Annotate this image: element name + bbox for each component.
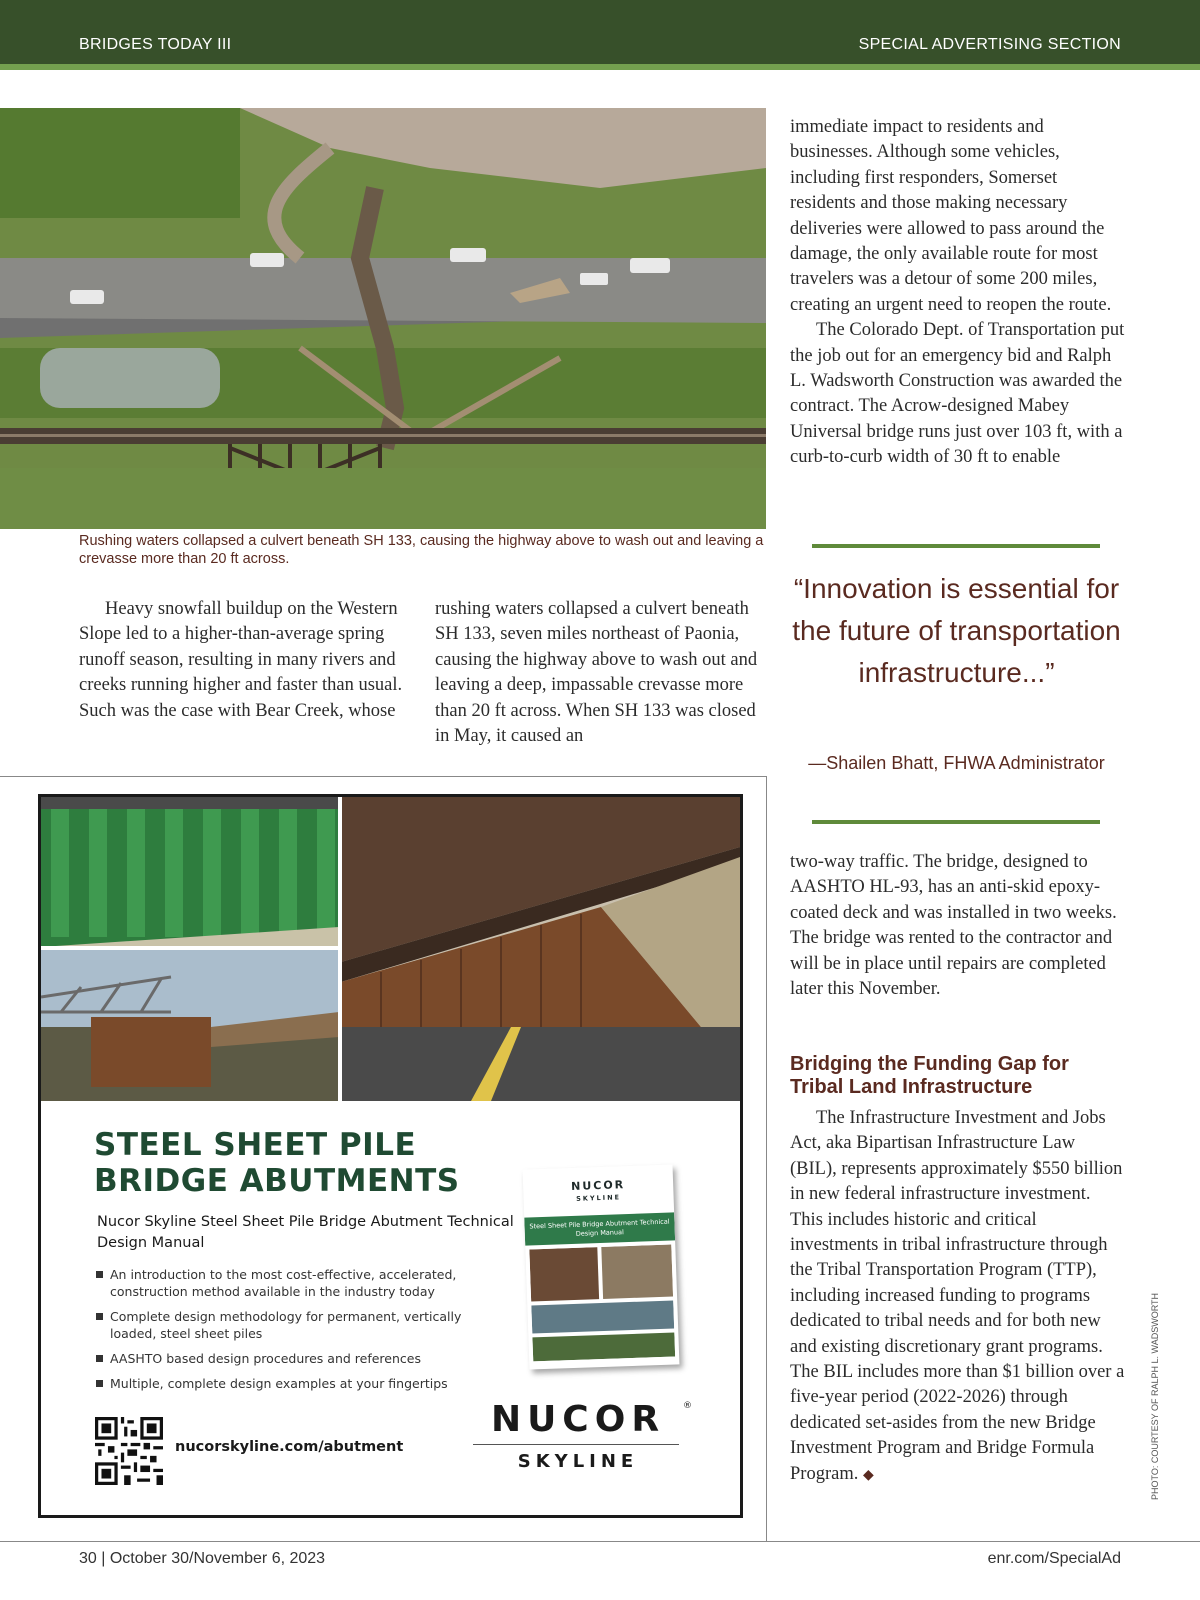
article-column-3-middle <box>790 850 1125 1002</box>
design-manual-cover <box>523 1164 680 1369</box>
ad-website-link[interactable]: nucorskyline.com/abutment <box>175 1439 404 1455</box>
manual-title: Steel Sheet Pile Bridge Abutment Technical Design Manual <box>524 1212 675 1245</box>
manual-brand: NUCOR <box>570 1178 626 1193</box>
washout-aerial-illustration <box>0 108 766 529</box>
ad-bullet: Multiple, complete design examples at your fingertips <box>96 1375 496 1392</box>
article-column-3-bottom <box>790 1106 1125 1488</box>
article-paragraph: Heavy snowfall buildup on the Western Slope led to a higher-than-average spring runoff season, resulting in many rivers and creeks running higher and faster than usual. Such was the case with Bear Creek, whose <box>79 599 403 721</box>
advertising-label: SPECIAL ADVERTISING SECTION <box>858 36 1121 53</box>
end-mark-icon: ◆ <box>862 1467 874 1483</box>
ad-bullet: AASHTO based design procedures and references <box>96 1350 496 1367</box>
footer-rule <box>0 1541 1200 1542</box>
article-paragraph: two-way traffic. The bridge, designed to AASHTO HL-93, has an anti-skid epoxy-coated deck and was installed in two weeks. The bridge was rented to the contractor and will be in place until repairs are completed later this November. <box>790 852 1117 1000</box>
skyline-wordmark: SKYLINE <box>517 1451 639 1472</box>
qr-code-icon[interactable] <box>95 1417 163 1485</box>
pullquote-attribution: —Shailen Bhatt, FHWA Administrator <box>808 753 1105 773</box>
article-column-2 <box>435 597 770 749</box>
article-paragraph: rushing waters collapsed a culvert beneath SH 133, seven miles northeast of Paonia, causing the highway above to wash out and leaving a deep, impassable crevasse more than 20 ft across. When SH 133 was closed in May, it caused an <box>435 599 758 747</box>
pullquote-text: “Innovation is essential for the future of transportation infrastructure...” <box>792 573 1121 688</box>
footer-site-link[interactable]: enr.com/SpecialAd <box>987 1550 1121 1567</box>
photo-credit: PHOTO: COURTESY OF RALPH L. WADSWORTH <box>1150 1292 1160 1500</box>
logo-divider <box>473 1444 679 1445</box>
manual-photo-grid <box>529 1245 675 1362</box>
feature-photo <box>0 108 766 529</box>
article-paragraph: immediate impact to residents and businesses. Although some vehicles, including first responders, Somerset residents and those making necessary deliveries were allowed to pass around the damage, the only available route for most travelers was a detour of some 200 miles, creating an urgent need to reopen the route. <box>790 117 1112 315</box>
registered-mark: ® <box>683 1401 692 1411</box>
page-number-and-issue: 30 | October 30/November 6, 2023 <box>79 1550 326 1567</box>
ad-subheadline: Nucor Skyline Steel Sheet Pile Bridge Abutment Technical Design Manual <box>97 1214 514 1251</box>
pullquote-rule-bottom <box>812 820 1100 824</box>
manual-brand-sub: SKYLINE <box>576 1193 622 1203</box>
article-column-1 <box>79 597 409 724</box>
article-paragraph: The Colorado Dept. of Transportation put the job out for an emergency bid and Ralph L. Wadsworth Construction was awarded the contract. The Acrow-designed Mabey Universal bridge runs just over 103 ft, with a curb-to-curb width of 30 ft to enable <box>790 320 1125 468</box>
pullquote-rule-top <box>812 544 1100 548</box>
ad-photo-collage <box>41 797 740 1101</box>
ad-headline: STEEL SHEET PILE BRIDGE ABUTMENTS <box>94 1127 460 1199</box>
header-accent-strip <box>0 64 1200 70</box>
section-heading: Bridging the Funding Gap for Tribal Land Infrastructure <box>790 1053 1069 1098</box>
nucor-logo: NUCOR <box>490 1399 666 1440</box>
article-column-3-top <box>790 115 1125 471</box>
advertisement[interactable] <box>38 794 743 1518</box>
ad-bullet-list <box>96 1266 496 1400</box>
page-header <box>0 0 1200 64</box>
ad-bullet: An introduction to the most cost-effective, accelerated, construction method available in the industry today <box>96 1266 496 1300</box>
article-paragraph <box>790 1106 1125 1488</box>
ad-bullet: Complete design methodology for permanent, vertically loaded, steel sheet piles <box>96 1308 496 1342</box>
article-paragraph-text: The Infrastructure Investment and Jobs Act, aka Bipartisan Infrastructure Law (BIL), represents approximately $550 billion in new federal infrastructure investment. This includes historic and critical investments in tribal infrastructure through the Tribal Transportation Program (TTP), including increased funding to programs dedicated to tribal needs and for both new and existing discretionary grant programs. The BIL includes more than $1 billion over a five-year period (2022-2026) through dedicated set-asides from the new Bridge Investment Program and Bridge Formula Program. <box>790 1108 1125 1484</box>
section-name: BRIDGES TODAY III <box>79 36 232 53</box>
photo-caption: Rushing waters collapsed a culvert beneath SH 133, causing the highway above to wash out and leaving a crevasse more than 20 ft across. <box>79 533 764 567</box>
